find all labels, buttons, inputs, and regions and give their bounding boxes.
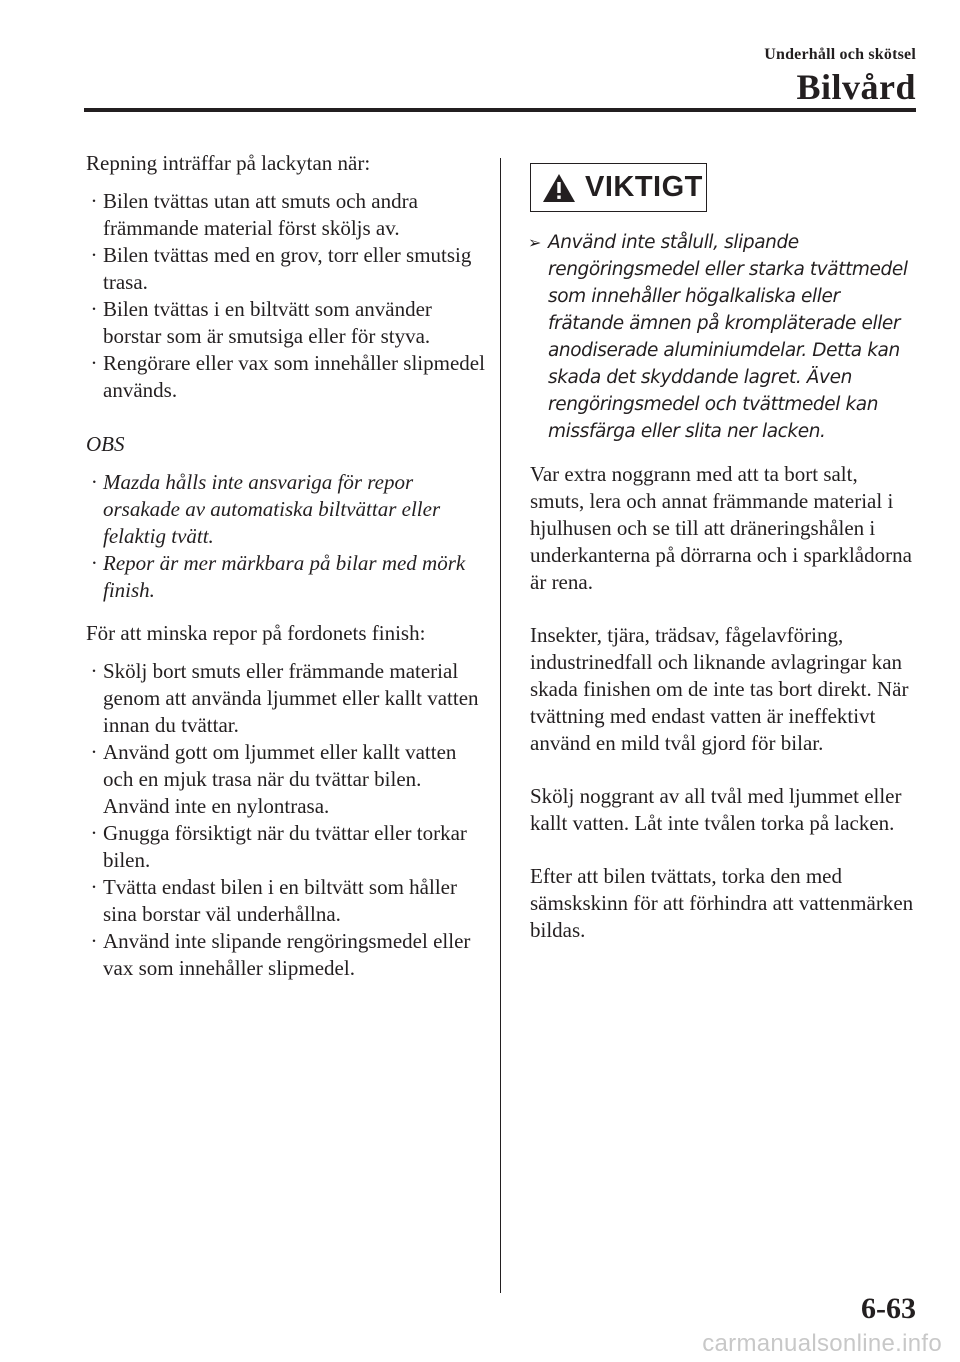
bullet-dot-icon: ·	[91, 470, 97, 494]
chapter-title: Bilvård	[796, 67, 916, 107]
list-item: · Bilen tvättas med en grov, torr eller smutsig trasa.	[90, 243, 472, 294]
list-item: · Rengörare eller vax som innehåller slipmedel används.	[90, 351, 485, 402]
list-item: · Bilen tvättas i en biltvätt som använder borstar som är smutsiga eller för styva.	[90, 297, 432, 348]
warning-text: ➢ Använd inte stålull, slipande rengöringsmedel eller starka tvättmedel som innehåller högalkaliska eller frätande ämnen på krompläterade eller anodiserade aluminiumdelar. Detta kan skada det skyddande lagret. Även rengöringsmedel och tvättmedel kan missfärga eller slita ner lacken.	[530, 229, 915, 445]
tips-list	[86, 658, 486, 982]
obs-heading: OBS	[86, 432, 125, 456]
bullet-dot-icon: ·	[90, 740, 98, 764]
bullet-dot-icon: ·	[91, 551, 97, 575]
bullet-dot-icon: ·	[90, 821, 98, 845]
bullet-dot-icon: ·	[90, 189, 98, 213]
bullet-dot-icon: ·	[90, 929, 98, 953]
column-divider	[500, 158, 501, 1293]
bullet-dot-icon: ·	[90, 351, 98, 375]
list-item: · Gnugga försiktigt när du tvättar eller torkar bilen.	[90, 821, 467, 872]
right-column	[530, 163, 915, 944]
list-item: · Använd inte slipande rengöringsmedel eller vax som innehåller slipmedel.	[90, 929, 471, 980]
bullet-dot-icon: ·	[90, 659, 98, 683]
list-item: · Bilen tvättas utan att smuts och andra främmande material först sköljs av.	[90, 189, 418, 240]
list-item: · Skölj bort smuts eller främmande material genom att använda ljummet eller kallt vatten innan du tvättar.	[90, 659, 479, 737]
bullet-dot-icon: ·	[90, 243, 98, 267]
scratch-intro: Repning inträffar på lackytan när:	[86, 151, 371, 175]
paragraph: Efter att bilen tvättats, torka den med sämskskinn för att förhindra att vattenmärken bildas.	[530, 864, 914, 942]
list-item: · Använd gott om ljummet eller kallt vatten och en mjuk trasa när du tvättar bilen. Använd inte en nylontrasa.	[90, 740, 457, 818]
paragraph: Insekter, tjära, trädsav, fågelavföring, industrinedfall och liknande avlagringar kan skada finishen om de inte tas bort direkt. När tvättning med endast vatten är ineffektivt använd en mild tvål gjord för bilar.	[530, 623, 909, 755]
paragraph: Skölj noggrant av all tvål med ljummet eller kallt vatten. Låt inte tvålen torka på lacken.	[530, 784, 902, 835]
warning-triangle-icon	[541, 172, 577, 204]
page-header	[84, 40, 916, 112]
scratch-causes-list	[86, 188, 486, 404]
arrow-right-icon: ➢	[528, 233, 542, 252]
section-title: Underhåll och skötsel	[764, 46, 916, 63]
list-item: · Repor är mer märkbara på bilar med mörk finish.	[103, 550, 486, 604]
left-column	[86, 150, 486, 982]
bullet-dot-icon: ·	[90, 875, 98, 899]
warning-banner	[530, 163, 707, 212]
watermark: carmanualsonline.info	[702, 1330, 942, 1357]
tips-intro: För att minska repor på fordonets finish:	[86, 621, 426, 645]
bullet-dot-icon: ·	[90, 297, 98, 321]
header-rule	[84, 108, 916, 112]
list-item: · Tvätta endast bilen i en biltvätt som håller sina borstar väl underhållna.	[90, 875, 457, 926]
paragraph: Var extra noggrann med att ta bort salt, smuts, lera och annat främmande material i hjulhusen och se till att dräneringshålen i underkanterna på dörrarna och i sparklådorna är rena.	[530, 462, 912, 594]
list-item: · Mazda hålls inte ansvariga för repor orsakade av automatiska biltvättar eller felaktig tvätt.	[103, 469, 486, 550]
page-number: 6-63	[861, 1292, 916, 1325]
obs-list	[86, 469, 486, 604]
warning-label: VIKTIGT	[585, 171, 703, 203]
